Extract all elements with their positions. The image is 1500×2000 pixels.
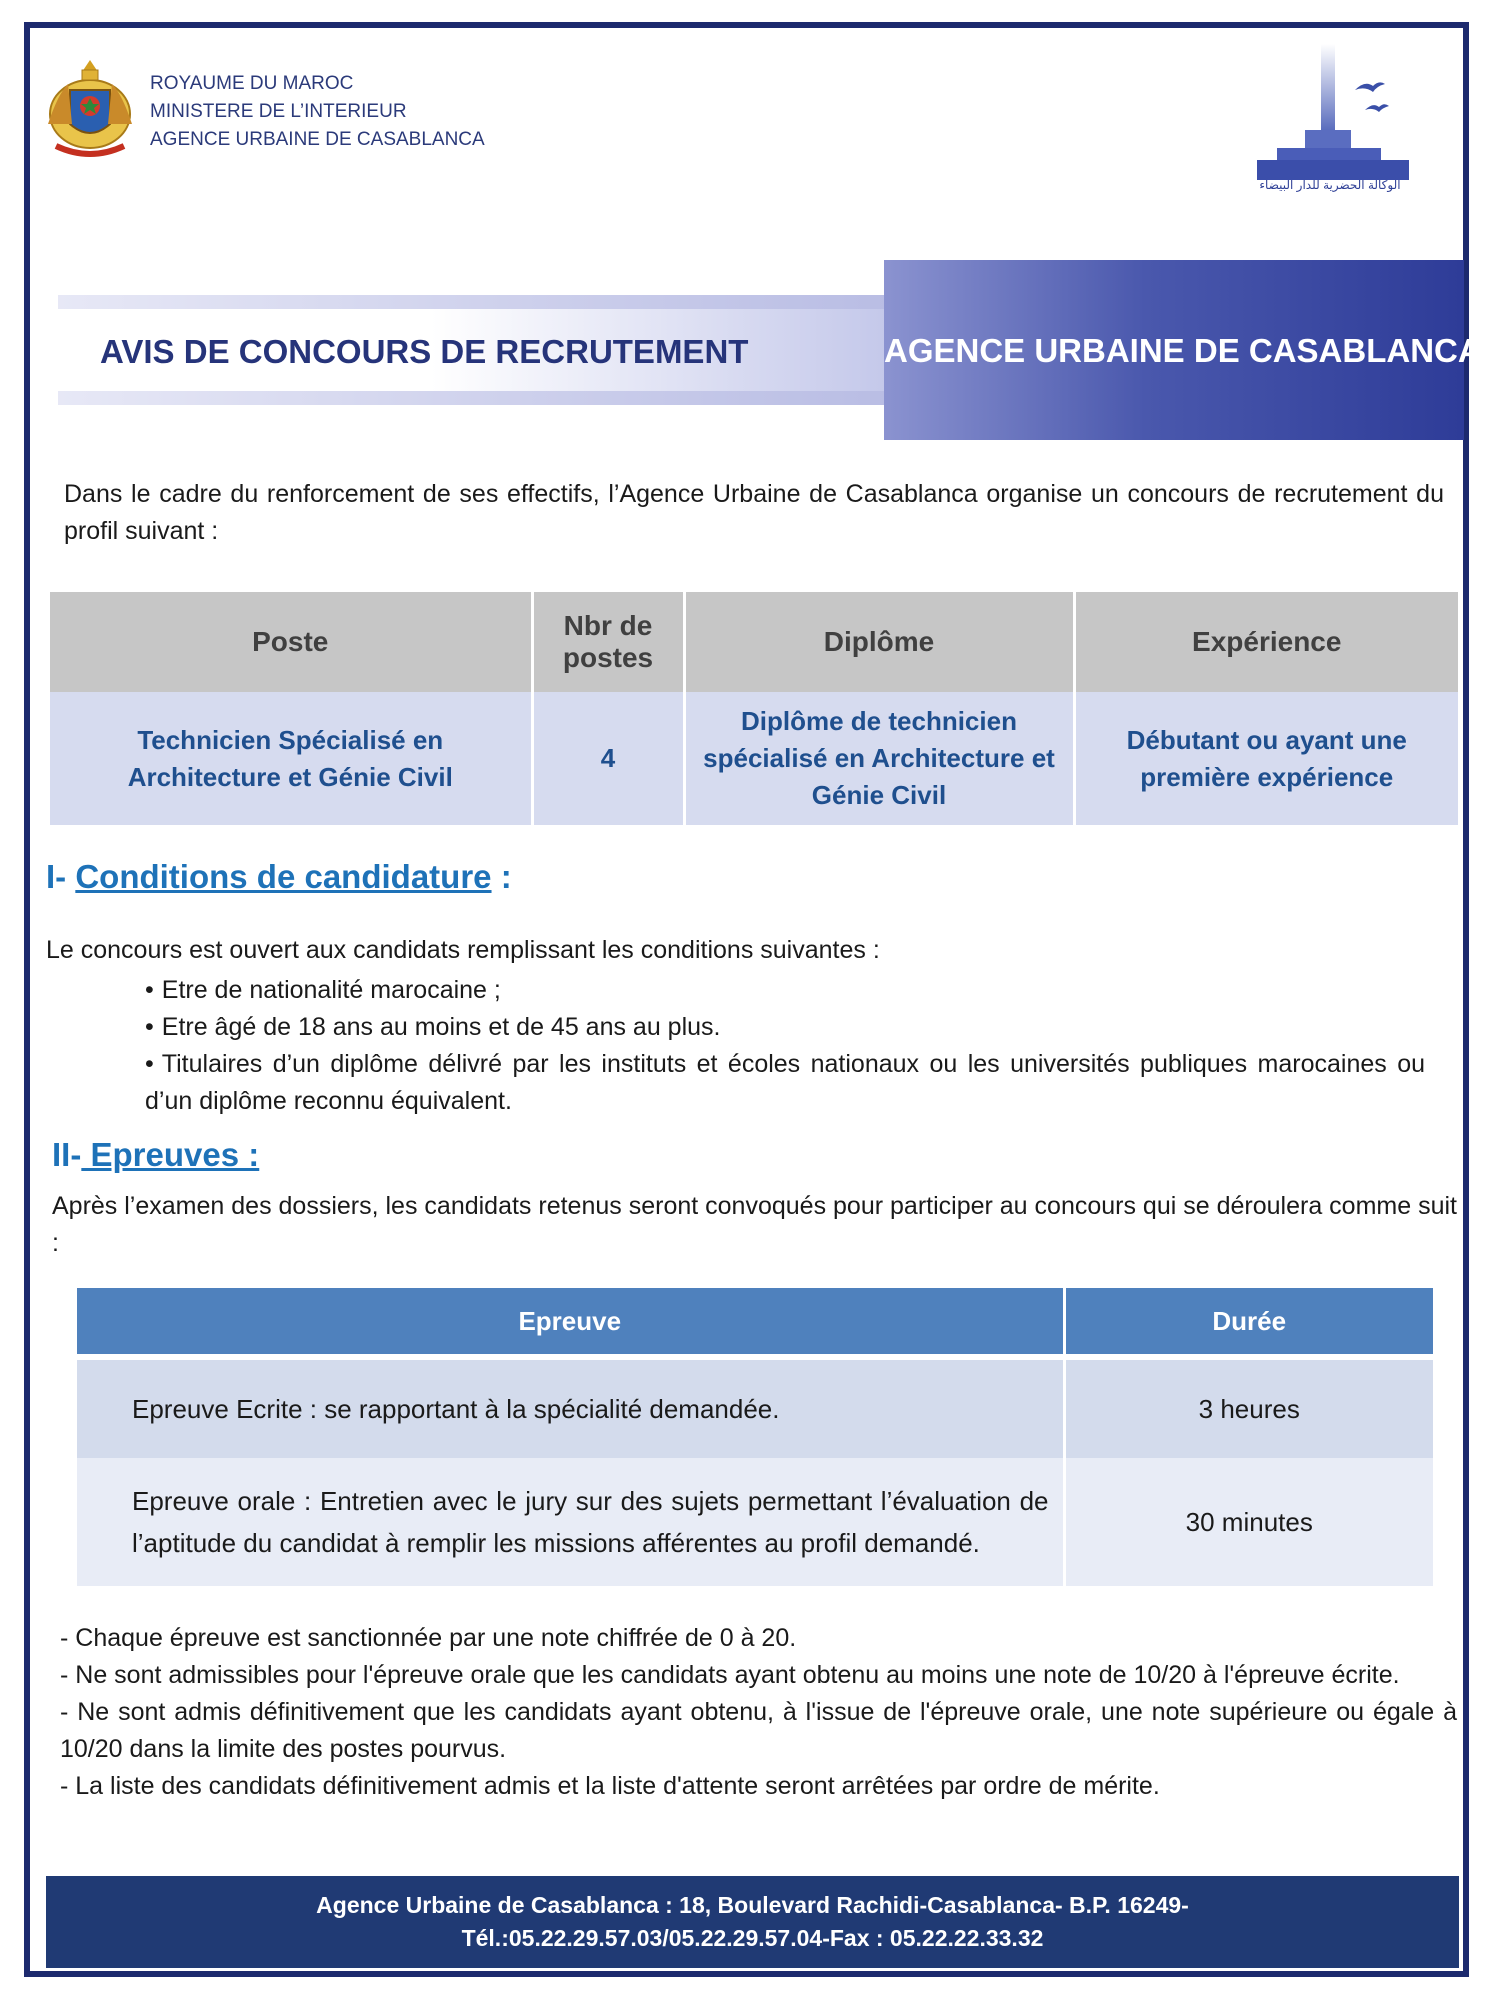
footer-contact (46, 1876, 1459, 1968)
banner-left-title: AVIS DE CONCOURS DE RECRUTEMENT (100, 333, 749, 370)
epreuves-intro: Après l’examen des dossiers, les candidats retenus seront convoqués pour participer au concours qui se déroulera comme suit : (52, 1192, 1457, 1257)
bullet-icon: • (145, 1050, 154, 1078)
section-conditions-heading: Conditions de candidature (75, 858, 492, 895)
footer-address: Agence Urbaine de Casablanca : 18, Boulevard Rachidi-Casablanca- B.P. 16249- (316, 1892, 1189, 1918)
condition-text: Etre âgé de 18 ans au moins et de 45 ans au plus. (161, 1013, 721, 1041)
exam-table (77, 1288, 1433, 1586)
bullet-icon: • (145, 976, 154, 1004)
intro-paragraph: Dans le cadre du renforcement de ses effectifs, l’Agence Urbaine de Casablanca organise un concours de recrutement du profil suivant : (64, 480, 1444, 545)
cell-nbr-postes: 4 (532, 692, 684, 825)
list-item (145, 972, 1425, 1009)
section-epreuves-prefix: II- (52, 1136, 82, 1173)
note-line: - La liste des candidats définitivement admis et la liste d'attente seront arrêtées par ordre de mérite. (60, 1772, 1160, 1800)
condition-text: Etre de nationalité marocaine ; (161, 976, 501, 1004)
list-item (145, 1009, 1425, 1046)
ministry-line-3: AGENCE URBAINE DE CASABLANCA (150, 129, 485, 150)
list-item (145, 1046, 1425, 1120)
ministry-line-2: MINISTERE DE L’INTERIEUR (150, 101, 407, 122)
profile-table-header (50, 592, 1458, 692)
section-conditions-title (46, 858, 512, 896)
cell-duree: 30 minutes (1064, 1458, 1433, 1586)
section-epreuves-heading: Epreuves : (81, 1136, 260, 1173)
ministry-header (150, 70, 485, 154)
header-diplome: Diplôme (684, 592, 1074, 692)
coat-of-arms-emblem (42, 54, 138, 158)
cell-epreuve: Epreuve Ecrite : se rapportant à la spécialité demandée. (77, 1357, 1064, 1458)
agency-logo-caption: الوكالة الحضرية للدار البيضاء (1259, 178, 1401, 192)
condition-text: Titulaires d’un diplôme délivré par les instituts et écoles nationaux ou les universités publiques marocaines ou d’un diplôme reconnu équivalent. (145, 1050, 1425, 1115)
cell-diplome: Diplôme de technicien spécialisé en Architecture et Génie Civil (684, 692, 1074, 825)
cell-duree: 3 heures (1064, 1357, 1433, 1458)
cell-epreuve: Epreuve orale : Entretien avec le jury sur des sujets permettant l’évaluation de l’aptitude du candidat à remplir les missions afférentes au profil demandé. (77, 1458, 1064, 1586)
table-row (77, 1458, 1433, 1586)
footer-phone: Tél.:05.22.29.57.03/05.22.29.57.04-Fax : 05.22.22.33.32 (461, 1925, 1044, 1951)
conditions-list (145, 972, 1425, 1120)
agency-logo (1255, 40, 1415, 200)
header-experience: Expérience (1074, 592, 1458, 692)
header-nbr-postes: Nbr de postes (532, 592, 684, 692)
header-epreuve: Epreuve (77, 1288, 1064, 1357)
header-poste: Poste (50, 592, 532, 692)
section-conditions-suffix: : (491, 858, 512, 895)
conditions-intro: Le concours est ouvert aux candidats remplissant les conditions suivantes : (46, 936, 880, 964)
banner-stripe-bottom (58, 391, 888, 405)
note-line: - Ne sont admissibles pour l'épreuve orale que les candidats ayant obtenu au moins une note de 10/20 à l'épreuve écrite. (60, 1661, 1400, 1689)
banner-stripe-top (58, 295, 888, 309)
ministry-line-1: ROYAUME DU MAROC (150, 73, 354, 94)
header-duree: Durée (1064, 1288, 1433, 1357)
table-row (50, 692, 1458, 825)
note-line: - Ne sont admis définitivement que les candidats ayant obtenu, à l'issue de l'épreuve orale, une note supérieure ou égale à 10/20 dans la limite des postes pourvus. (60, 1698, 1457, 1763)
section-epreuves-title (52, 1136, 259, 1174)
cell-experience: Débutant ou ayant une première expérience (1074, 692, 1458, 825)
note-line: - Chaque épreuve est sanctionnée par une note chiffrée de 0 à 20. (60, 1624, 797, 1652)
bullet-icon: • (145, 1013, 154, 1041)
cell-poste: Technicien Spécialisé en Architecture et Génie Civil (50, 692, 532, 825)
exam-table-header (77, 1288, 1433, 1357)
banner-right-title: AGENCE URBAINE DE CASABLANCA (884, 332, 1482, 369)
notes (60, 1620, 1457, 1805)
profile-table (50, 592, 1458, 825)
section-conditions-prefix: I- (46, 858, 76, 895)
table-row (77, 1357, 1433, 1458)
